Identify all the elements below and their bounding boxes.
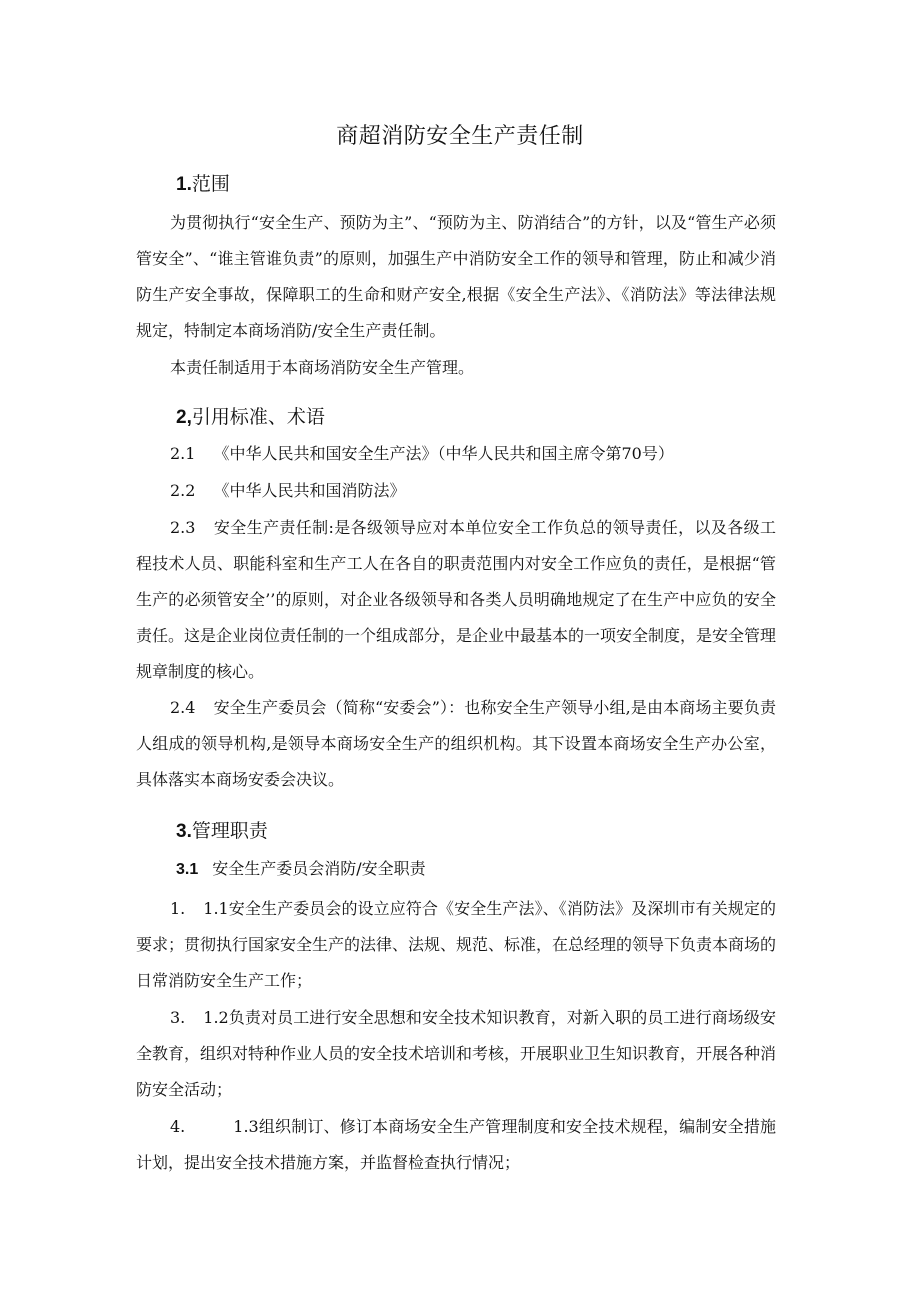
item-number: 2.3 xyxy=(170,518,196,537)
item-text: 1.2负责对员工进行安全思想和安全技术知识教育，对新入职的员工进行商场级安全教育，组织对特种作业人员的安全技术培训和考核，开展职业卫生知识教育，开展各种消防安全活动； xyxy=(136,1008,777,1099)
section-2-item-1 xyxy=(136,436,776,472)
section-1-heading xyxy=(176,170,230,199)
item-number: 1. xyxy=(170,899,186,918)
item-text: 《中华人民共和国安全生产法》（中华人民共和国主席令第70号） xyxy=(213,444,674,463)
section-2-title: 引用标准、术语 xyxy=(191,406,325,428)
subsection-title: 安全生产委员会消防/安全职责 xyxy=(212,859,426,878)
item-text: 1.1安全生产委员会的设立应符合《安全生产法》、《消防法》及深圳市有关规定的要求；贯彻执行国家安全生产的法律、法规、规范、标准，在总经理的领导下负责本商场的日常消防安全生产工作； xyxy=(136,899,777,990)
section-3-heading xyxy=(176,817,268,846)
section-2-item-3 xyxy=(136,510,776,690)
section-1-number: 1. xyxy=(176,174,192,195)
section-1-paragraph-1: 为贯彻执行“安全生产、预防为主”、“预防为主、防消结合”的方针，以及“管生产必须管安全”、“谁主管谁负责”的原则，加强生产中消防安全工作的领导和管理，防止和减少消防生产安全事故，保障职工的生命和财产安全,根据《安全生产法》、《消防法》等法律法规规定，特制定本商场消防/安全生产责任制。 xyxy=(136,213,776,340)
item-number: 4. xyxy=(170,1117,186,1136)
document-title: 商超消防安全生产责任制 xyxy=(336,124,584,149)
section-1-title: 范围 xyxy=(191,173,230,195)
item-text: 《中华人民共和国消防法》 xyxy=(213,481,406,500)
item-number: 2.1 xyxy=(170,444,196,463)
subsection-number: 3.1 xyxy=(176,861,199,878)
item-number: 2.4 xyxy=(170,698,196,717)
section-2-item-4 xyxy=(136,690,776,798)
section-2-number: 2, xyxy=(176,407,192,428)
item-text: 安全生产委员会（简称“安委会”）：也称安全生产领导小组,是由本商场主要负责人组成的领导机构,是领导本商场安全生产的组织机构。其下设置本商场安全生产办公室，具体落实本商场安委会决议。 xyxy=(136,698,776,789)
section-3-item-2 xyxy=(136,1000,776,1108)
section-3-item-3 xyxy=(136,1109,776,1181)
section-1-paragraph-2: 本责任制适用于本商场消防安全生产管理。 xyxy=(170,358,475,377)
section-3-title: 管理职责 xyxy=(191,820,268,842)
item-text: 1.3组织制订、修订本商场安全生产管理制度和安全技术规程，编制安全措施计划，提出安全技术措施方案，并监督检查执行情况； xyxy=(136,1117,776,1172)
section-2-item-2 xyxy=(136,473,776,509)
section-3-number: 3. xyxy=(176,821,192,842)
item-number: 3. xyxy=(170,1008,186,1027)
section-3-item-1 xyxy=(136,891,776,999)
item-text: 安全生产责任制:是各级领导应对本单位安全工作负总的领导责任，以及各级工程技术人员、职能科室和生产工人在各自的职责范围内对安全工作应负的责任，是根据“管生产的必须管安全’’的原则，对企业各级领导和各类人员明确地规定了在生产中应负的安全责任。这是企业岗位责任制的一个组成部分，是企业中最基本的一项安全制度，是安全管理规章制度的核心。 xyxy=(136,518,777,681)
item-number: 2.2 xyxy=(170,481,196,500)
section-2-heading xyxy=(176,403,325,432)
subsection-3-1-heading xyxy=(176,856,426,883)
